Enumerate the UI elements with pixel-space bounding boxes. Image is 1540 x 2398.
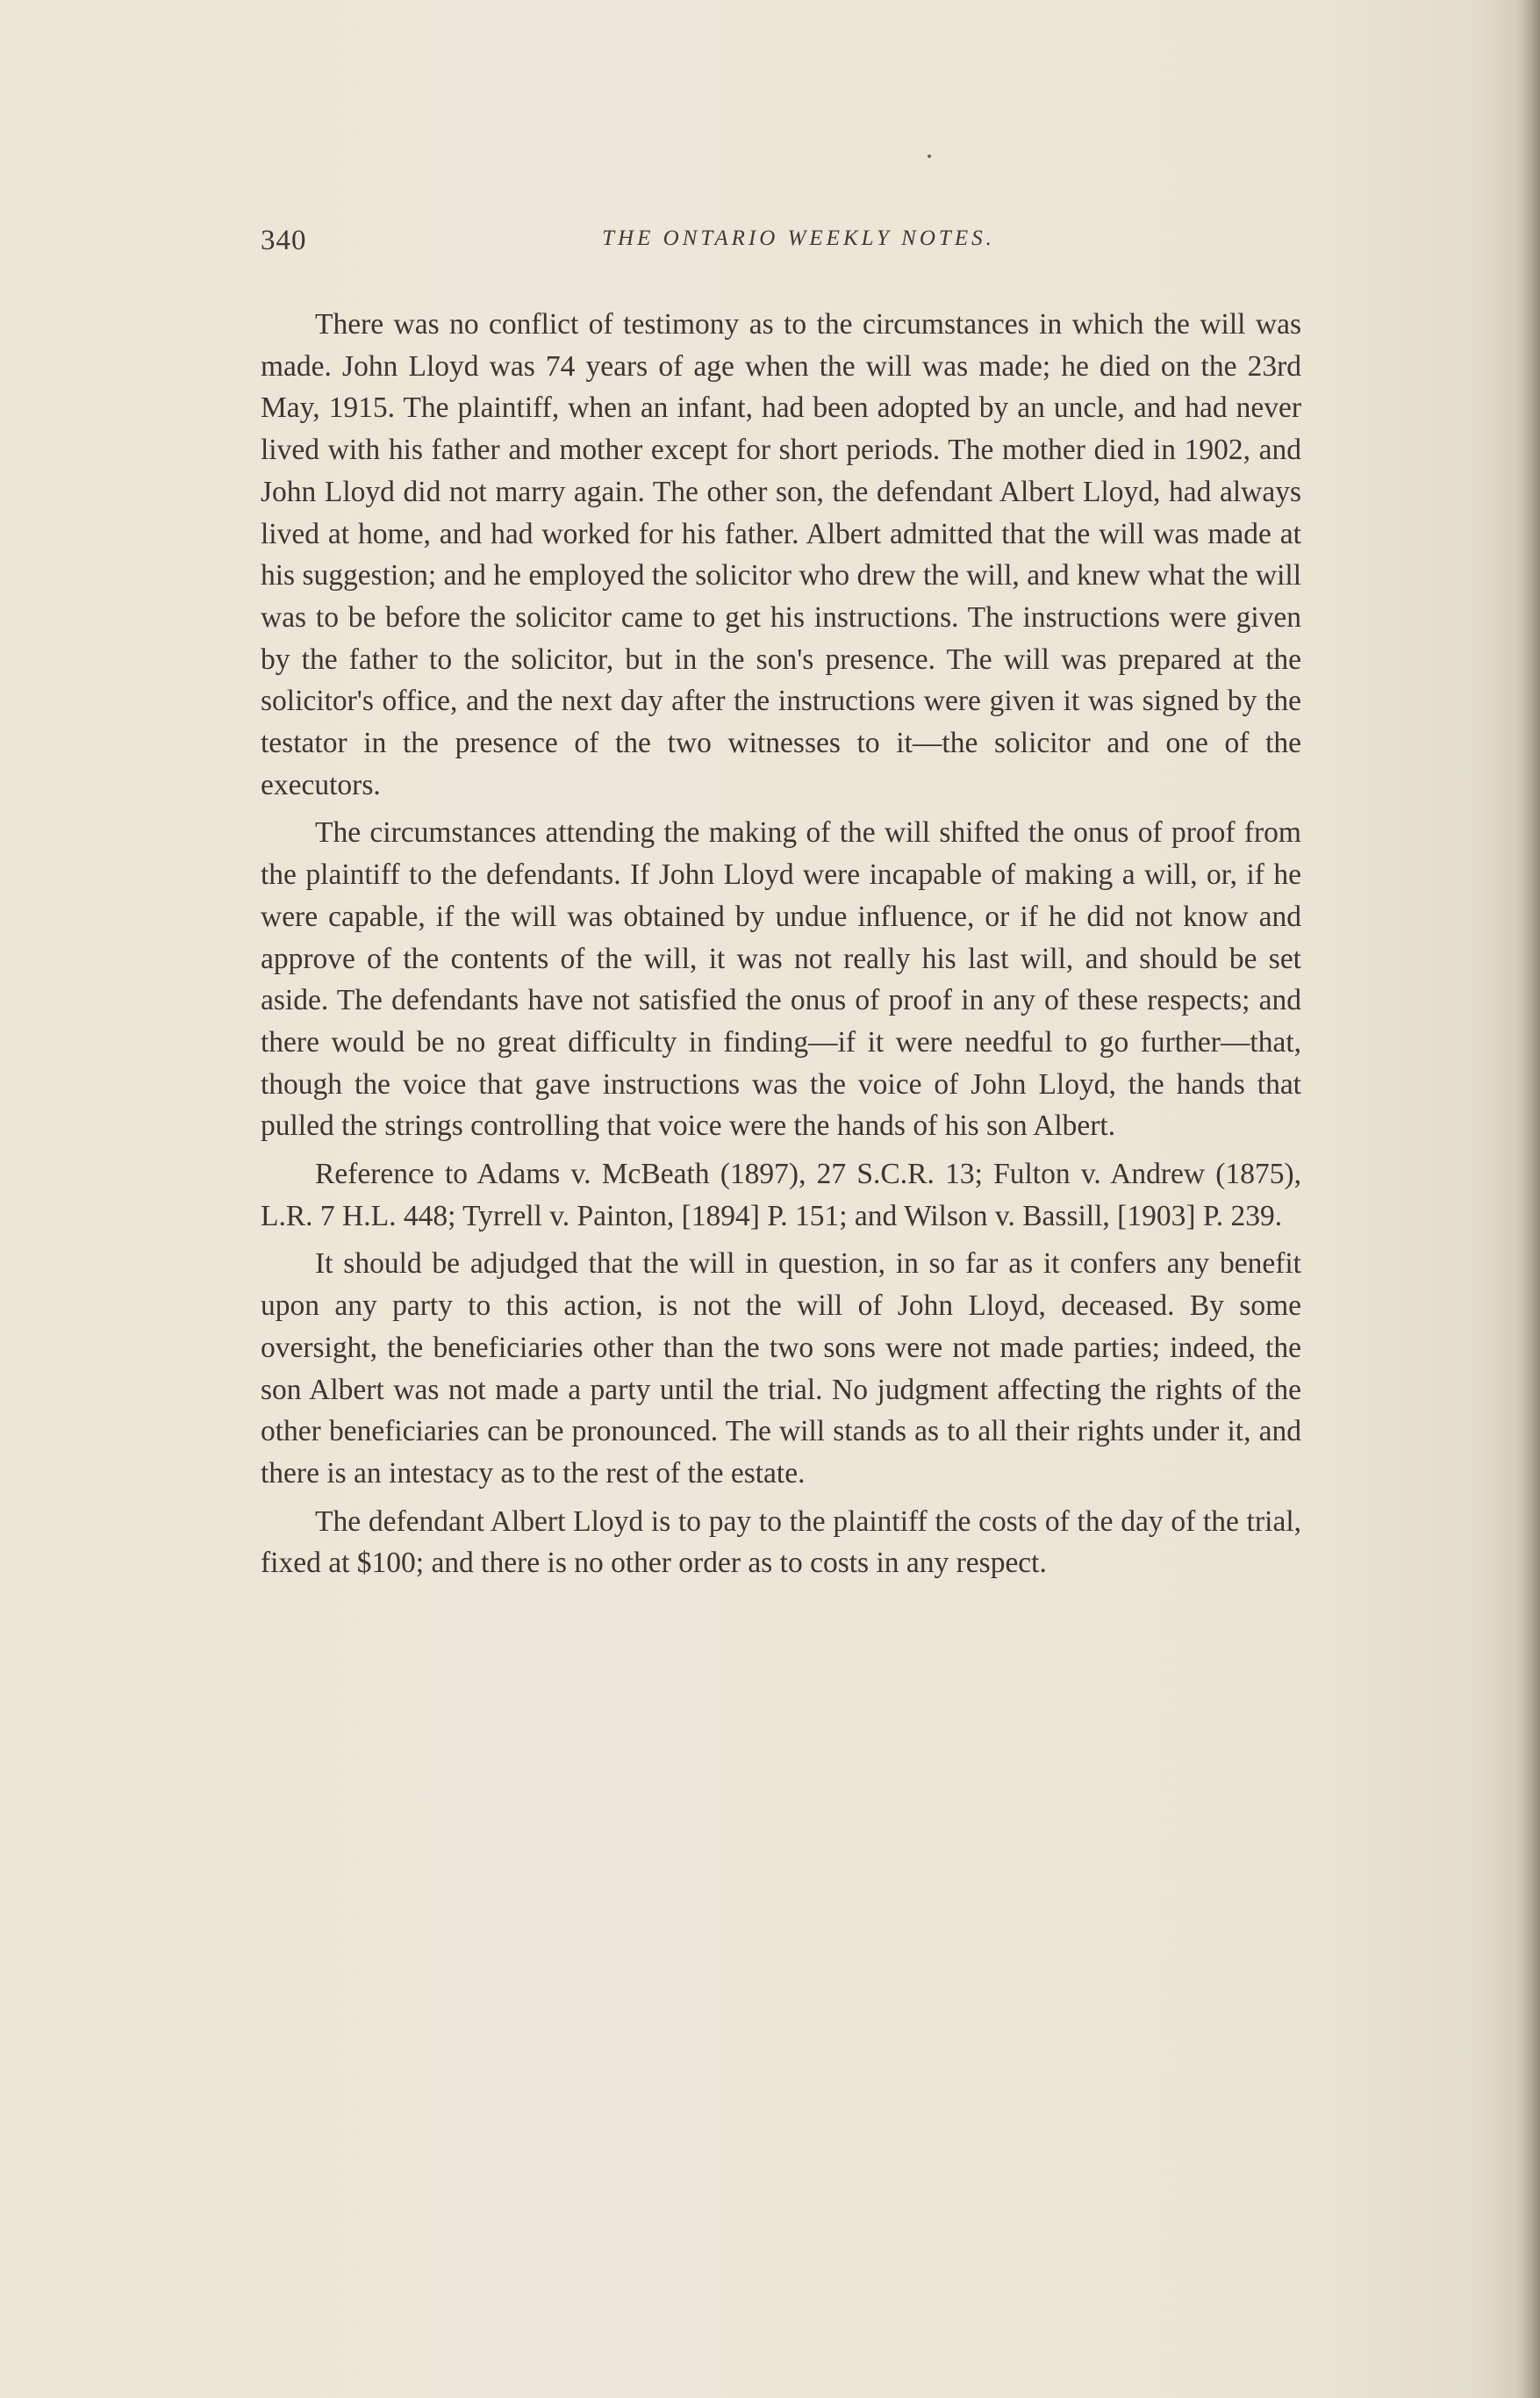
page-header xyxy=(261,225,1301,269)
paragraph: The circumstances attending the making of the will shifted the onus of proof from the plaintiff to the defendants. If John Lloyd were incapable of making a will, or, if he were capable, if the will was obtained by undue influence, or if he did not know and approve of the contents of the will, it was not really his last will, and should be set aside. The defendants have not satisfied the onus of proof in any of these respects; and there would be no great difficulty in finding—if it were needful to go further—that, though the voice that gave instructions was the voice of John Lloyd, the hands that pulled the strings controlling that voice were the hands of his son Albert. xyxy=(261,816,1301,1143)
paragraph: It should be adjudged that the will in question, in so far as it confers any benefit upon any party to this action, is not the will of John Lloyd, deceased. By some oversight, the beneficiaries other than the two sons were not made parties; indeed, the son Albert was not made a party until the trial. No judgment affecting the rights of the other beneficiaries can be pronounced. The will stands as to all their rights under it, and there is an intestacy as to the rest of the estate. xyxy=(261,1247,1301,1490)
page-edge-shadow xyxy=(1517,0,1540,2398)
paragraph: Reference to Adams v. McBeath (1897), 27 S.C.R. 13; Fulton v. Andrew (1875), L.R. 7 H.L. 448; Tyrrell v. Painton, [1894] P. 151; and Wilson v. Bassill, [1903] P. 239. xyxy=(261,1158,1301,1232)
ink-speck xyxy=(928,154,931,158)
running-title: THE ONTARIO WEEKLY NOTES. xyxy=(602,226,995,250)
page-number: 340 xyxy=(261,225,307,256)
paragraph: There was no conflict of testimony as to the circumstances in which the will was made. John Lloyd was 74 years of age when the will was made; he died on the 23rd May, 1915. The plaintiff, when an infant, had been adopted by an uncle, and had never lived with his father and mother except for short periods. The mother died in 1902, and John Lloyd did not marry again. The other son, the defendant Albert Lloyd, had always lived at home, and had worked for his father. Albert admitted that the will was made at his suggestion; and he employed the solicitor who drew the will, and knew what the will was to be before the solicitor came to get his instructions. The instructions were given by the father to the solicitor, but in the son's presence. The will was prepared at the solicitor's office, and the next day after the instructions were given it was signed by the testator in the presence of the two witnesses to it—the solicitor and one of the executors. xyxy=(261,308,1301,801)
paragraph: The defendant Albert Lloyd is to pay to the plaintiff the costs of the day of the trial, fixed at $100; and there is no other order as to costs in any respect. xyxy=(261,1504,1301,1580)
body-text xyxy=(261,304,1301,1590)
